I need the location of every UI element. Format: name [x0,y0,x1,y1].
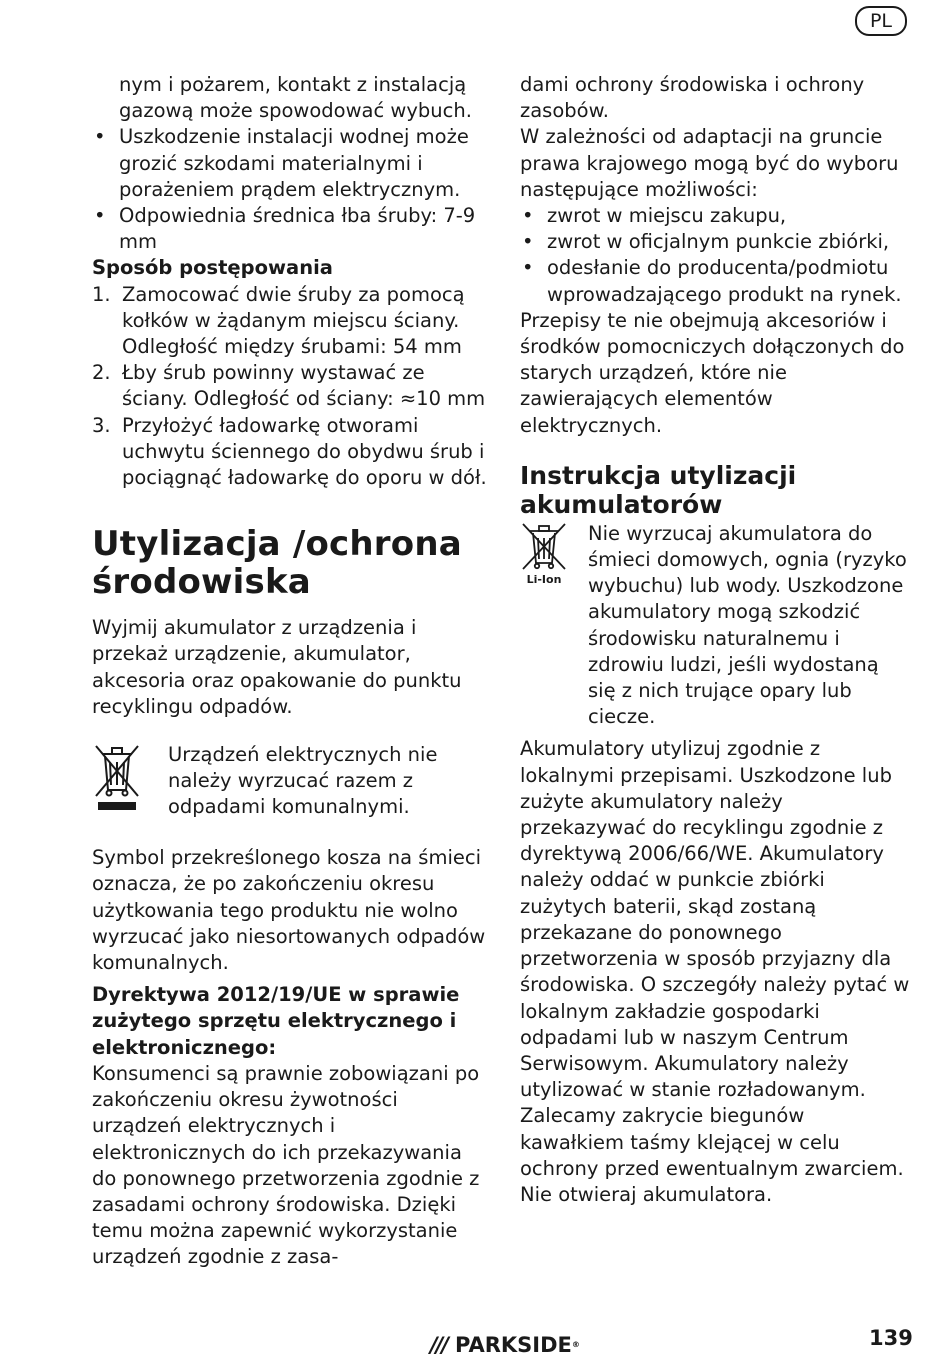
logo-brand: PARKSIDE [455,1333,572,1357]
weee-text: Urządzeń elektrycznych nie należy wyrzucać razem z odpadami komunalnymi. [168,743,438,819]
step-text: Zamocować dwie śruby za pomocą kołków w żądanym miejscu ściany. Odległość między śrubami: 54 mm [122,282,465,359]
crossed-bin-icon [92,742,168,821]
logo-slashes: /// [430,1333,448,1357]
battery-heading: Instrukcja utylizacji akumulatorów [520,460,797,519]
step-item [92,282,487,361]
directive-heading: Dyrektywa 2012/19/UE w sprawie zużytego sprzętu elektrycznego i elektronicznego: [92,983,460,1059]
parkside-logo [430,1331,580,1359]
procedure-heading: Sposób postępowania [92,256,333,280]
registered-mark: ® [571,1340,580,1349]
liion-label: Li-Ion [526,572,562,586]
list-item: • Odpowiednia średnica łba śruby: 7-9 mm [92,203,487,255]
weee-notice [92,742,487,821]
step-item [92,360,487,412]
left-column [92,72,487,1271]
intro-text: nym i pożarem, kontakt z instalacją gazową może spowodować wybuch. [119,73,472,123]
exclusions-text: Przepisy te nie obejmują akcesoriów i środków pomocniczych dołączonych do starych urządzeń, które nie zawierających elementów elektrycznych. [520,308,905,437]
list-item: • zwrot w oficjalnym punkcie zbiórki, [520,229,912,255]
step-text: Przyłożyć ładowarkę otworami uchwytu ściennego do obydwu śrub i pociągnąć ładowarkę do oporu w dół. [122,413,487,490]
disposal-intro: Wyjmij akumulator z urządzenia i przekaż urządzenie, akumulator, akcesoria oraz opakowanie do punktu recyklingu odpadów. [92,616,462,718]
directive-text: Konsumenci są prawnie zobowiązani po zakończeniu okresu żywotności urządzeń elektrycznych i elektronicznych do ich przekazywania do ponownego przetworzenia zgodnie z zasadami ochrony środowiska. Dzięki temu można zapewnić wykorzystanie urządzeń zgodnie z zasa- [92,1061,480,1269]
right-column [520,72,912,1208]
continuation-text: dami ochrony środowiska i ochrony zasobów. [520,73,865,123]
step-number: 2. [92,361,111,385]
list-item: • zwrot w miejscu zakupu, [520,203,912,229]
page-number: 139 [869,1326,913,1350]
list-item: • odesłanie do producenta/podmiotu wprowadzającego produkt na rynek. [520,255,912,307]
options-list [520,203,912,308]
liion-bin-icon [520,521,588,594]
procedure-steps [92,282,487,492]
step-text: Łby śrub powinny wystawać ze ściany. Odległość od ściany: ≈10 mm [122,361,486,411]
step-number: 3. [92,413,111,437]
battery-text: Akumulatory utylizuj zgodnie z lokalnymi przepisami. Uszkodzone lub zużyte akumulatory należy przekazywać do recyklingu zgodnie z dyrektywą 2006/66/WE. Akumulatory należy oddać w punkcie zbiórki zużytych baterii, skąd zostaną przekazane do ponownego przetworzenia w sposób przyjazny dla środowiska. O szczegóły należy pytać w lokalnym zakładzie gospodarki odpadami lub w naszym Centrum Serwisowym. Akumulatory należy utylizować w stanie rozładowanym. Zalecamy zakrycie biegunów kawałkiem taśmy klejącej w celu ochrony przed ewentualnym zwarciem. Nie otwieraj akumulatora. [520,737,910,1206]
battery-notice [520,521,912,731]
disposal-heading: Utylizacja /ochrona środowiska [92,524,462,603]
list-item: • Uszkodzenie instalacji wodnej może grozić szkodami materialnymi i porażeniem prądem elektrycznym. [92,124,487,203]
language-badge: PL [855,6,907,36]
battery-notice-text: Nie wyrzucaj akumulatora do śmieci domowych, ognia (ryzyko wybuchu) lub wody. Uszkodzone akumulatory mogą szkodzić środowisku naturalnemu i zdrowiu ludzi, jeśli wydostaną się z nich trujące opary lub ciecze. [588,521,907,729]
step-number: 1. [92,282,111,306]
symbol-text: Symbol przekreślonego kosza na śmieci oznacza, że po zakończeniu okresu użytkowania tego produktu nie wolno wyrzucać jako niesortowanych odpadów komunalnych. [92,846,486,975]
options-intro: W zależności od adaptacji na gruncie prawa krajowego mogą być do wyboru następujące możliwości: [520,125,899,201]
safety-bullets [92,124,487,255]
step-item [92,413,487,492]
